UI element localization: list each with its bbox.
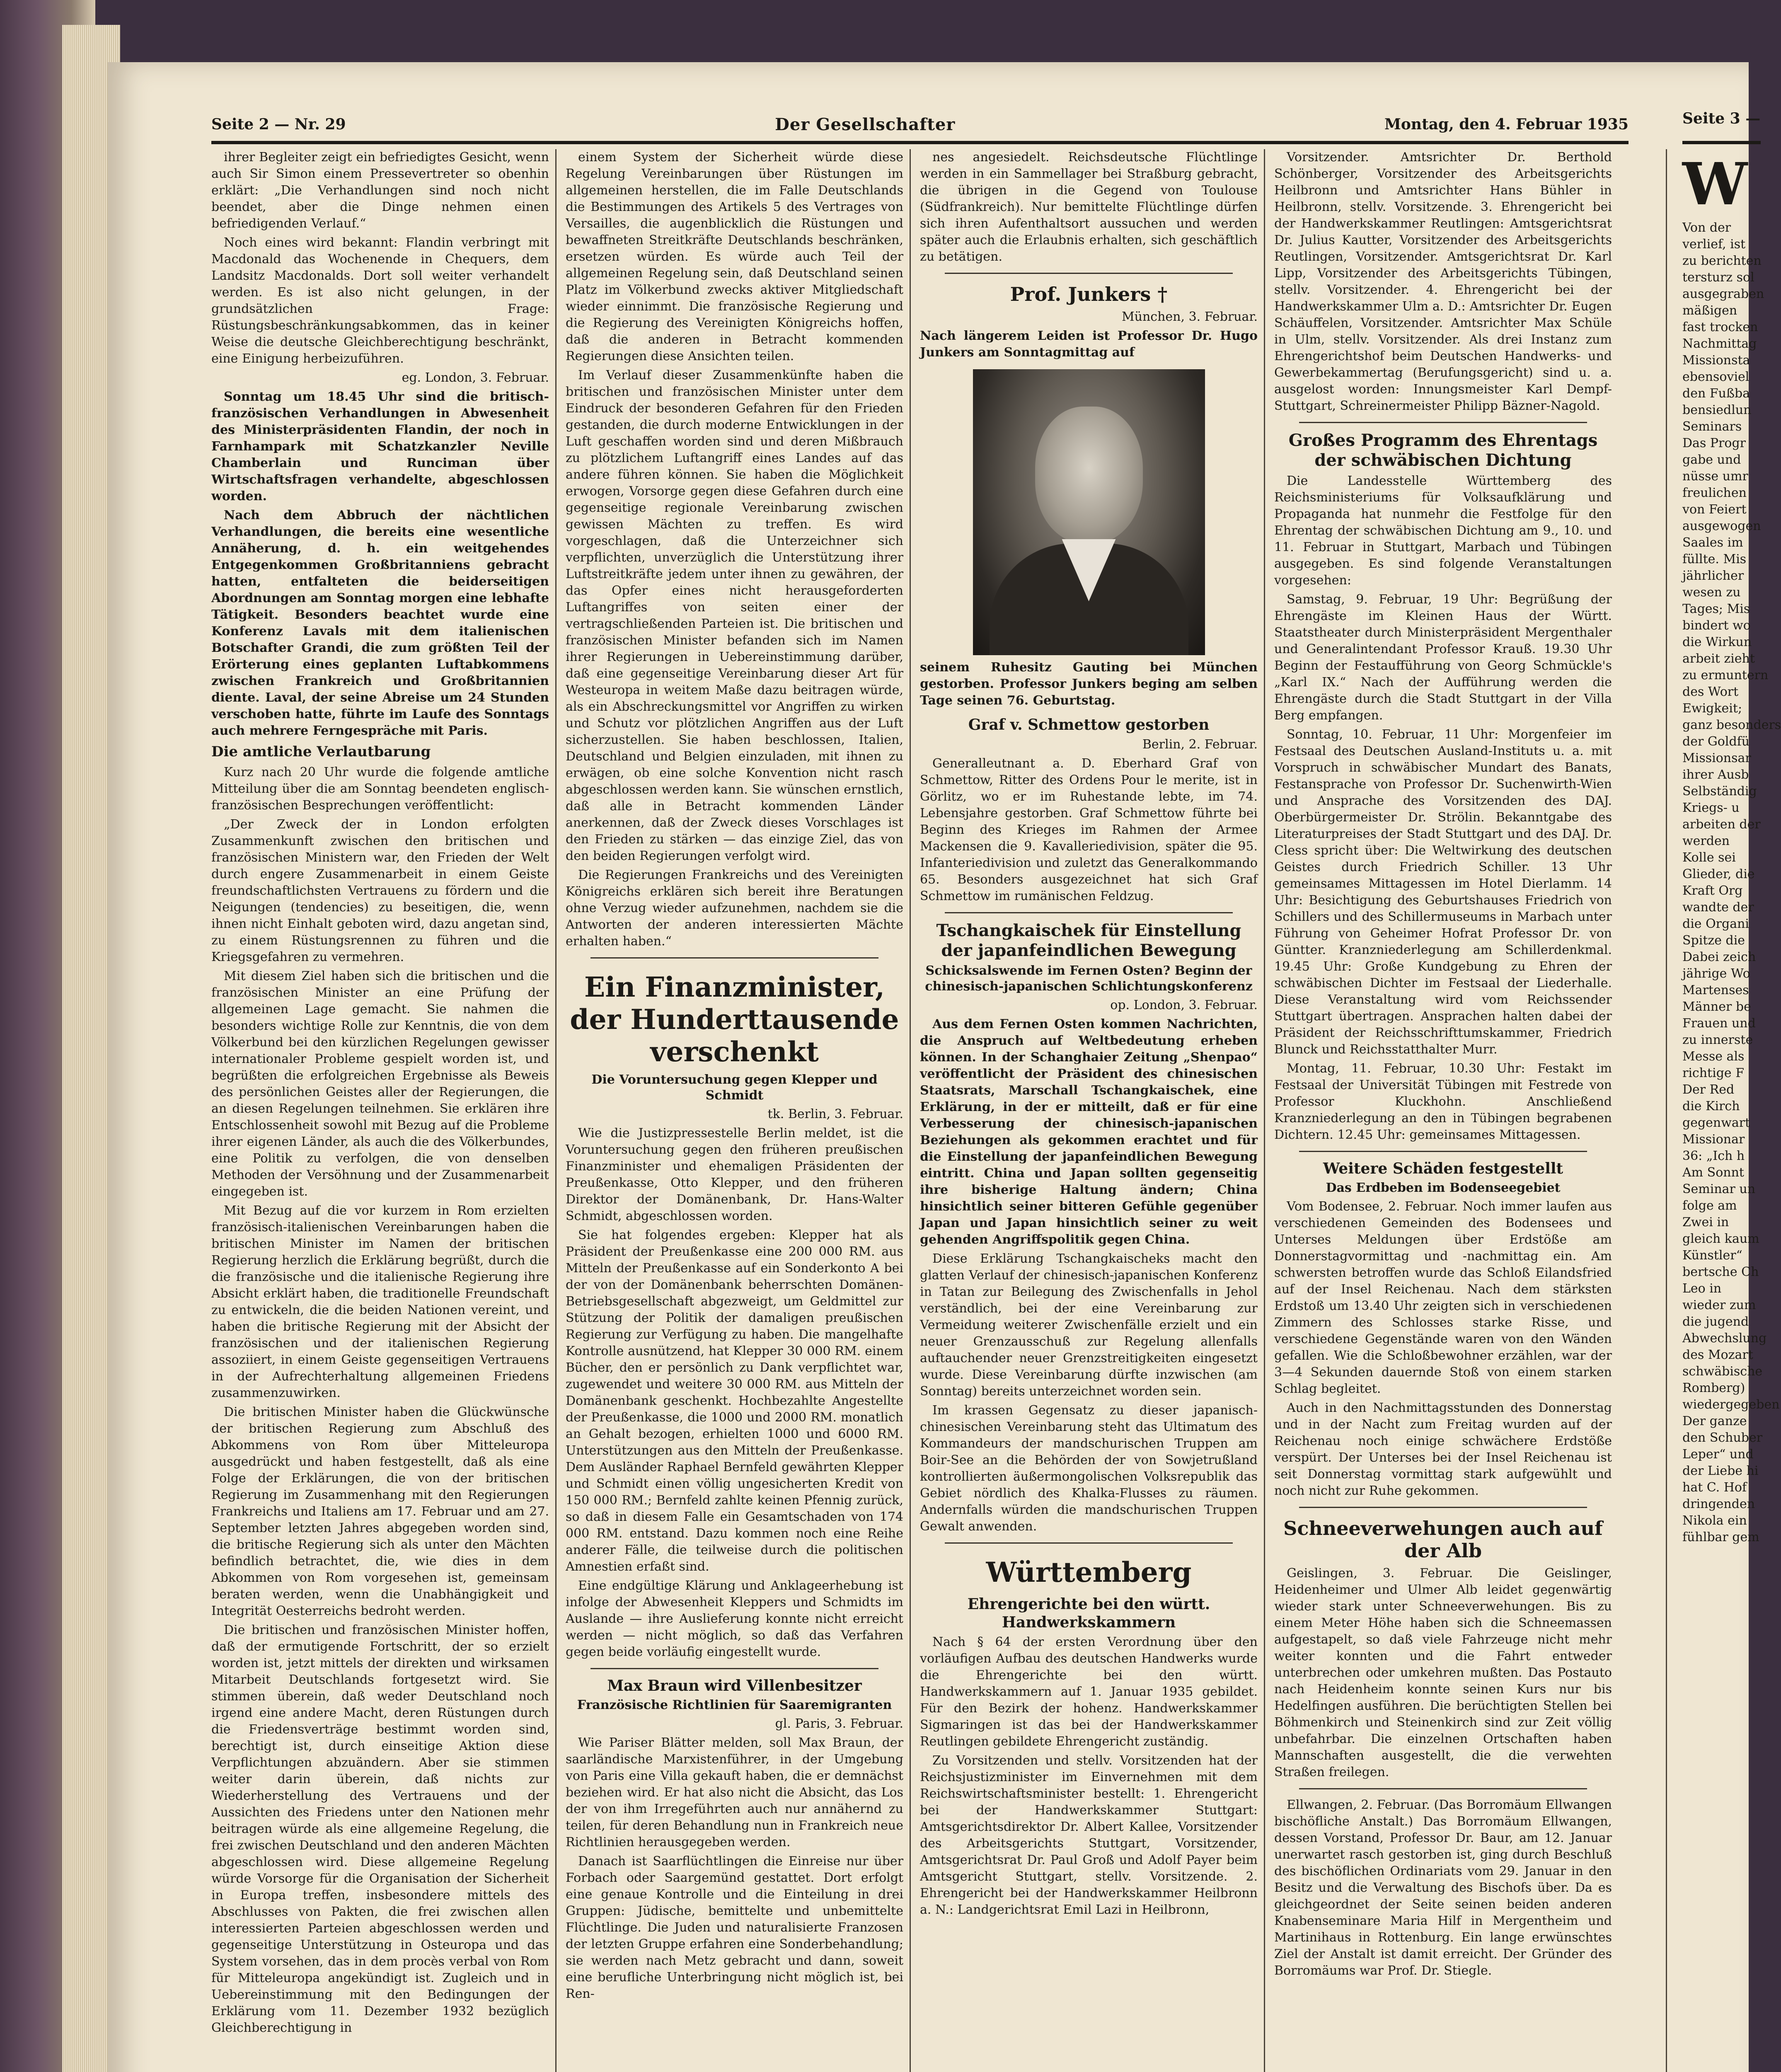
next-page-line: Selbständig (1682, 784, 1757, 799)
next-page-line: fast trocken (1682, 320, 1758, 334)
headline-tschangkaischek: Tschangkaischek für Einstellung der japanfeindlichen Bewegung (936, 921, 1241, 960)
portrait-face (1035, 407, 1143, 543)
dateline: München, 3. Februar. (1121, 310, 1258, 324)
next-page-line: bertsche Ch (1682, 1265, 1759, 1279)
headline-finance-minister: Ein Finanzminister, der Hunderttausende verschenkt (570, 971, 899, 1068)
paragraph: Geislingen, 3. Februar. Die Geislinger, Heidenheimer und Ulmer Alb leidet gegenwärtig wieder stark unter Schneeverwehungen. Bis zu einem Meter Höhe haben sich die Schneemassen aufgestapelt, so daß viele Fahrzeuge nicht mehr weiter konnten und die Fahrt entweder unterbrechen oder umkehren mußten. Das Postauto nach Heidenheim konnte seinen Kurs nur bis Hedelfingen ausführen. Die berüchtigten Stellen bei Böhmenkirch und Steinenkirch sind zur Zeit völlig unbefahrbar. Die einzelnen Ortschaften haben Mannschaften ausgestellt, die die verwehten Straßen freilegen. (1274, 1566, 1612, 1779)
next-page-line: der Liebe hi (1682, 1464, 1759, 1478)
paragraph: Die Landesstelle Württemberg des Reichsministeriums für Volksaufklärung und Propaganda hat nunmehr die Festfolge für den Ehrentag der schwäbischen Dichtung am 9., 10. und 11. Februar in Stuttgart, Marbach und Tübingen ausgegeben. Es sind folgende Veranstaltungen vorgesehen: (1274, 474, 1612, 588)
next-page-line: Männer be (1682, 1000, 1751, 1014)
paragraph: Im krassen Gegensatz zu dieser japanisch-chinesischen Vereinbarung steht das Ultimatum des Kommandeurs der mandschurischen Truppen am Boir-See an die Behörden der von Sowjetrußland kontrollierten äußermongolischen Volksrepublik das Gebiet nördlich des Khalka-Flusses zu räumen. Andernfalls würden die mandschurischen Truppen Gewalt anwenden. (920, 1403, 1258, 1534)
separator (945, 273, 1233, 274)
paragraph: Aus dem Fernen Osten kommen Nachrichten, die Anspruch auf Weltbedeutung erheben können. In der Schanghaier Zeitung „Shenpao“ veröffentlicht der Präsident des chinesischen Staatsrats, Marschall Tschangkaischek, eine Erklärung, in der er mitteilt, daß er für eine Verbesserung der chinesisch-japanischen Beziehungen als gekommen erachtet und für die Einstellung der japanfeindlichen Bewegung eintritt. China und Japan sollten gegenseitig ihre bisherige Haltung ändern; China hinsichtlich seiner bitteren Gefühle gegenüber Japan und Japan hinsichtlich seiner zu weit gehenden Angriffspolitik gegen China. (920, 1017, 1258, 1247)
next-page-line: fühlbar gem (1682, 1530, 1759, 1544)
next-page-line: zu ermuntern (1682, 668, 1769, 683)
subheadline: Das Erdbeben im Bodenseegebiet (1326, 1181, 1561, 1195)
next-page-line: richtige F (1682, 1066, 1745, 1080)
subheadline: Die Voruntersuchung gegen Klepper und Schmidt (591, 1072, 878, 1103)
next-page-line: Glieder, die (1682, 867, 1755, 881)
paragraph: Danach ist Saarflüchtlingen die Einreise nur über Forbach oder Saargemünd gestattet. Dort erfolgt eine genaue Kontrolle und die Einteilung in drei Gruppen: Jüdische, bemittelte und unbemittelte Flüchtlinge. Die Juden und naturalisierte Franzosen der letzten Gruppe erfahren eine Sonderbehandlung; sie werden nach Metz gebracht und dann, soweit eine berufliche Unterbringung nicht möglich ist, bei Ren- (566, 1854, 903, 2001)
dateline: gl. Paris, 3. Februar. (775, 1716, 903, 1731)
paragraph: Die britischen und französischen Minister hoffen, daß der ermutigende Fortschritt, der so erzielt worden ist, jetzt mittels der direkten und wirksamen Mitarbeit Deutschlands fortgesetzt wird. Sie stimmen überein, daß weder Deutschland noch irgend eine andere Macht, deren Rüstungen durch die Friedensverträge bestimmt worden sind, berechtigt ist, durch einseitige Aktion diese Verpflichtungen abzuändern. Aber sie stimmen weiter darin überein, daß nichts zur Wiederherstellung des Vertrauens und der Aussichten des Friedens unter den Nationen mehr beitragen würde als eine allgemeine Regelung, die frei zwischen Deutschland und den anderen Mächten abgeschlossen wird. Diese allgemeine Regelung würde Vorsorge für die Organisation der Sicherheit in Europa treffen, insbesondere mittels des Abschlusses von Pakten, die frei zwischen allen interessierten Parteien abgeschlossen werden und gegenseitige Unterstützung in Osteuropa und das System vorsehen, das in dem procès verbal von Rom für Mitteleuropa angekündigt ist. Zugleich und in Uebereinstimmung mit den Bedingungen der Erklärung vom 11. Dezember 1932 bezüglich Gleichberechtigung in (211, 1623, 549, 2035)
next-page-line: bindert wo (1682, 618, 1751, 633)
headline-ehrengerichte: Ehrengerichte bei den württ. Handwerkskammern (967, 1595, 1210, 1631)
subheadline: Französische Richtlinien für Saaremigranten (577, 1698, 892, 1712)
next-page-line: verlief, ist (1682, 237, 1746, 252)
next-page-line: die Kirch (1682, 1099, 1740, 1113)
paragraph: Kurz nach 20 Uhr wurde die folgende amtliche Mitteilung über die am Sonntag beendeten englisch-französischen Besprechungen veröffentlicht: (211, 765, 549, 813)
next-page-line: wandte der (1682, 900, 1754, 915)
headline-erdbeben: Weitere Schäden festgestellt (1323, 1160, 1563, 1177)
next-page-line: zu innerste (1682, 1033, 1753, 1047)
next-page-line: dringenden (1682, 1497, 1755, 1511)
next-page-line: Missionsta (1682, 353, 1750, 368)
paragraph: Eine endgültige Klärung und Anklageerhebung ist infolge der Abwesenheit Kleppers und Schmidts im Auslande — ihre Auslieferung konnte nicht erreicht werden — nicht möglich, so daß das Verfahren gegen beide vorläufig eingestellt wurde. (566, 1578, 903, 1659)
newspaper-title: Der Gesellschafter (775, 114, 956, 134)
next-page-line: Zwei in (1682, 1215, 1729, 1230)
next-page-line: Dabei zeich (1682, 950, 1756, 964)
paragraph: Sonntag, 10. Februar, 11 Uhr: Morgenfeier im Festsaal des Deutschen Ausland-Instituts u. a. mit Vorspruch in schwäbischer Mundart des Banats, Festansprache von Professor Dr. Suchenwirth-Wien und Ansprache des Vorsitzenden des DAJ. Oberbürgermeister Dr. Strölin. Bekanntgabe des Literaturpreises der Stadt Stuttgart und des DAJ. Dr. Cless spricht über: Die Weltwirkung des deutschen Geistes durch Friedrich Schiller. 13 Uhr gemeinsames Mittagessen im Hotel Dierlamm. 14 Uhr: Besichtigung des Geburtshauses Friedrich von Schillers und des Schillermuseums in Marbach unter Führung von Geheimer Hofrat Professor Dr. von Güntter. Kranzniederlegung am Schillerdenkmal. 19.45 Uhr: Große Kundgebung zu Ehren der schwäbischen Dichter im Festsaal der Liederhalle. Diese Veranstaltung wird vom Reichssender Stuttgart übertragen. Ansprachen halten dabei der Präsident der Reichsschrifttumskammer, Friedrich Blunck und Reichsstatthalter Murr. (1274, 727, 1612, 1057)
next-page-line: hat C. Hof (1682, 1480, 1747, 1495)
paragraph: Die Regierungen Frankreichs und des Vereinigten Königreichs erklären sich bereit ihre Beratungen ohne Verzug wieder aufzunehmen, nachdem sie die Antworten der anderen interessierten Mächte erhalten haben.“ (566, 868, 903, 949)
next-page-line: bensiedlun (1682, 403, 1752, 417)
paragraph: Wie Pariser Blätter melden, soll Max Braun, der saarländische Marxistenführer, in der Umgebung von Paris eine Villa gekauft haben, die er demnächst beziehen wird. Er hat also nicht die Absicht, das Los der von ihm Irregeführten auch nur annähernd zu teilen, für deren Behandlung nun in Frankreich neue Richtlinien herausgegeben werden. (566, 1736, 903, 1849)
column-rule (910, 149, 911, 2072)
next-page-rule (1682, 141, 1761, 144)
separator (590, 957, 878, 959)
next-page-line: Seminars (1682, 419, 1742, 434)
next-page-line: wiedergegeben (1682, 1397, 1780, 1412)
next-page-line: Der Red (1682, 1082, 1735, 1097)
next-page-line: die Wirkun (1682, 635, 1752, 649)
paragraph: Mit diesem Ziel haben sich die britischen und die französischen Minister an eine Prüfung der allgemeinen Lage gemacht. Sie nahmen die besonders wichtige Rolle zur Kenntnis, die von dem Völkerbund bei den kürzlichen Regelungen gewisser internationaler Probleme gespielt worden ist, und begrüßten die erfolgreichen Ergebnisse als Beweis des persönlichen Geistes aller der Regierungen, die an diesen Regelungen teilnehmen. Sie erklären ihre Entschlossenheit sowohl mit Bezug auf die Probleme ihrer eigenen Länder, als auch die des Völkerbundes, eine Politik zu verfolgen, die von denselben Methoden der Versöhnung und der Zusammenarbeit eingegeben ist. (211, 969, 549, 1199)
next-page-line: ganz besonders (1682, 718, 1781, 732)
next-page-line: die Organi (1682, 917, 1750, 931)
next-page-line: Abwechslung (1682, 1331, 1767, 1346)
column-4 (1274, 149, 1612, 2072)
next-page-line: Tages; Mis (1682, 602, 1750, 616)
next-page-line: zu berichten (1682, 254, 1762, 268)
next-page-line: Leo in (1682, 1281, 1722, 1296)
next-page-line: Das Progr (1682, 436, 1746, 450)
dateline: Berlin, 2. Februar. (1142, 737, 1258, 752)
next-page-line: 36: „Ich h (1682, 1149, 1745, 1163)
headline-junkers: Prof. Junkers † (1010, 283, 1168, 305)
next-page-line: tersturz sol (1682, 270, 1754, 285)
next-page-column (1682, 149, 1781, 2072)
next-page-line: die jugend (1682, 1314, 1749, 1329)
portrait-photo (973, 369, 1205, 655)
paragraph: Vorsitzender. Amtsrichter Dr. Berthold Schönberger, Vorsitzender des Arbeitsgerichts Heilbronn und Amtsrichter Hans Bühler in Heilbronn, stellv. Vorsitzende. 3. Ehrengericht bei der Handwerkskammer Reutlingen: Amtsgerichtsrat Dr. Julius Kautter, Vorsitzender des Arbeitsgerichts Reutlingen, Vorsitzender. Amtsgerichtsrat Dr. Karl Lipp, Vorsitzender des Arbeitsgerichts Tübingen, stellv. Vorsitzender. 4. Ehrengericht bei der Handwerkskammer Ulm a. D.: Amtsrichter Dr. Eugen Schäuffelen, Vorsitzender. Amtsrichter Max Schüle in Ulm, stellv. Vorsitzender. Als drei Instanz zum Ehrengerichtshof beim Deutschen Handwerks- und Gewerbekammertag (Berufungsgericht) sind u. a. ausgelost worden: Innungsmeister Karl Dempf-Stuttgart, Schreinermeister Philipp Bäzner-Nagold. (1274, 150, 1612, 413)
paragraph: nes angesiedelt. Reichsdeutsche Flüchtlinge werden in ein Sammellager bei Straßburg gebracht, die übrigen in die Gegend von Toulouse (Südfrankreich). Nur bemittelte Flüchtlinge dürfen sich ihren Aufenthaltsort aussuchen und werden später auch die Erlaubnis erhalten, sich geschäftlich zu betätigen. (920, 150, 1258, 264)
next-page-line: Kriegs- u (1682, 801, 1740, 815)
next-page-line: von Feiert (1682, 502, 1747, 517)
paragraph: Samstag, 9. Februar, 19 Uhr: Begrüßung der Ehrengäste im Kleinen Haus der Württ. Staatstheater durch Ministerpräsident Mergenthaler und Generalintendant Professor Krauß. 19.30 Uhr Beginn der Festaufführung von Georg Schmückle's „Karl IX.“ Nach der Aufführung werden die Ehrengäste durch die Stadt Stuttgart in der Villa Berg empfangen. (1274, 592, 1612, 723)
drop-letter: W (1682, 150, 1748, 218)
headline-ehrentag: Großes Programm des Ehrentags der schwäbischen Dichtung (1288, 431, 1598, 470)
column-1 (211, 149, 549, 2072)
paragraph: Ellwangen, 2. Februar. (Das Borromäum Ellwangen bischöfliche Anstalt.) Das Borromäum Ellwangen, dessen Vorstand, Professor Dr. Baur, am 12. Januar unerwartet rasch gestorben ist, ging durch Beschluß des bischöflichen Ordinariats vom 29. Januar in den Besitz und die Verwaltung des Bischofs über. Da es gleichgeordnet der Seite seinen beiden anderen Knabenseminare Maria Hilf in Mergentheim und Martinihaus in Rottenburg. Ein lange erwünschtes Ziel der Anstalt ist damit erreicht. Der Gründer des Borromäums war Prof. Dr. Stiegle. (1274, 1798, 1612, 1978)
next-page-line: arbeit zieht (1682, 651, 1755, 666)
next-page-line: gegenwart (1682, 1116, 1750, 1130)
next-page-line: Nikola ein (1682, 1513, 1747, 1528)
dateline: tk. Berlin, 3. Februar. (767, 1107, 903, 1121)
next-page-line: Seminar un (1682, 1182, 1756, 1196)
next-page-line: nüsse umr (1682, 469, 1748, 484)
paragraph: Vom Bodensee, 2. Februar. Noch immer laufen aus verschiedenen Gemeinden des Bodensees und Unterses Meldungen über Erdstöße am Donnerstagvormittag und -nachmittag ein. Am schwersten betroffen wurde das Schloß Eilandsfried auf der Insel Reichenau. Nach dem stärksten Erdstoß um 13.40 Uhr zeigten sich in verschiedenen Zimmern des Schlosses starke Risse, und verschiedene Gegenstände waren von den Wänden gefallen. Wie die Schloßbewohner erzählen, war der 3—4 Sekunden dauernde Stoß von einem starken Schlag begleitet. (1274, 1199, 1612, 1396)
next-page-line: den Fußba (1682, 386, 1750, 401)
paragraph: Auch in den Nachmittagsstunden des Donnerstag und in der Nacht zum Freitag wurden auf der Reichenau noch einige schwächere Erdstöße verspürt. Der Unterses bei der Insel Reichenau ist seit Donnerstag vormittag stark aufgewühlt und noch nicht zur Ruhe gekommen. (1274, 1401, 1612, 1498)
next-page-line: Spitze die (1682, 933, 1745, 948)
paragraph: Generalleutnant a. D. Eberhard Graf von Schmettow, Ritter des Ordens Pour le merite, ist in Görlitz, wo er im Ruhestande lebte, im 74. Lebensjahre gestorben. Graf Schmettow führte bei Beginn des Krieges im Rahmen der Armee Mackensen die 9. Kavalleriedivision, später die 95. Infanteriedivision und zuletzt das Generalkommando 65. Besonders ausgezeichnet hat sich Graf Schmettow im rumänischen Feldzug. (920, 756, 1258, 903)
column-2 (566, 149, 903, 2072)
next-page-line: Missionsar (1682, 751, 1751, 765)
section-heading-wuerttemberg: Württemberg (986, 1556, 1192, 1588)
next-page-line: ihrer Ausb (1682, 767, 1749, 782)
next-page-line: des Mozart (1682, 1348, 1753, 1362)
next-page-line: jährlicher (1682, 569, 1744, 583)
next-page-line: der Goldfü (1682, 734, 1750, 749)
lead-text: Nach längerem Leiden ist Professor Dr. Hugo Junkers am Sonntagmittag auf (920, 329, 1258, 360)
photo-caption: seinem Ruhesitz Gauting bei München gestorben. Professor Junkers beging am selben Tage seinen 76. Geburtstag. (920, 660, 1258, 708)
separator (945, 912, 1233, 913)
next-page-line: Leper“ und (1682, 1447, 1754, 1462)
next-page-line: Künstler“ (1682, 1248, 1742, 1263)
paragraph: Die britischen Minister haben die Glückwünsche der britischen Regierung zum Abschluß des Abkommens von Rom über Mitteleuropa ausgedrückt und haben festgestellt, daß als eine Folge der Erklärungen, die von der britischen Regierung im Zusammenhang mit den Regierungen Frankreichs und Italiens am 17. Februar und am 27. September letzten Jahres abgegeben worden sind, die britische Regierung sich als unter den Mächten befindlich betrachtet, die, wie dies in dem Abkommen von Rom vorgesehen ist, gemeinsam beraten werden, wenn die Unabhängigkeit und Integrität Oesterreichs bedroht werden. (211, 1405, 549, 1618)
dateline: eg. London, 3. Februar. (402, 370, 549, 385)
headline-schmettow: Graf v. Schmettow gestorben (968, 716, 1210, 733)
separator (1299, 422, 1587, 423)
masthead (211, 110, 1629, 139)
next-page-line: freulichen (1682, 486, 1747, 500)
paragraph: Nach § 64 der ersten Verordnung über den vorläufigen Aufbau des deutschen Handwerks wurde die Ehrengerichte bei den württ. Handwerkskammern auf 1. Januar 1935 gebildet. Für den Bezirk der hohenz. Handwerkskammer Sigmaringen ist das bei der Handwerkskammer Reutlingen gebildete Ehrengericht zuständig. (920, 1635, 1258, 1749)
next-page-line: Frauen und (1682, 1016, 1756, 1031)
paragraph: Montag, 11. Februar, 10.30 Uhr: Festakt im Festsaal der Universität Tübingen mit Festrede von Professor Kluckhohn. Anschließend Kranzniederlegung an den in Tübingen begrabenen Dichtern. 12.45 Uhr: gemeinsames Mittagessen. (1274, 1061, 1612, 1142)
masthead-rule (211, 141, 1629, 144)
next-page-line: ausgegraben (1682, 287, 1764, 301)
next-page-line: Am Sonnt (1682, 1165, 1744, 1180)
next-page-line: werden (1682, 834, 1730, 848)
paragraph: Sonntag um 18.45 Uhr sind die britisch-französischen Verhandlungen in Abwesenheit des Ministerpräsidenten Flandin, der noch in Farnhampark mit Schatzkanzler Neville Chamberlain und Runciman über Wirtschaftsfragen verhandelte, abgeschlossen worden. (211, 390, 549, 503)
next-page-line: füllte. Mis (1682, 552, 1747, 566)
next-page-line: Von der (1682, 220, 1731, 235)
next-page-line: wieder zum (1682, 1298, 1756, 1312)
paragraph: Noch eines wird bekannt: Flandin verbringt mit Macdonald das Wochenende in Chequers, dem Landsitz Macdonalds. Dort soll weiter verhandelt werden. Es ist also nicht gelungen, in der grundsätzlichen Frage: Rüstungsbeschränkungsabkommen, das in keiner Weise die deutsche Gleichberechtigung beschränkt, eine Einigung herbeizuführen. (211, 235, 549, 366)
next-page-number: Seite 3 — (1682, 110, 1761, 127)
next-page-line: gabe und (1682, 453, 1741, 467)
next-page-line: Nachmittag (1682, 336, 1757, 351)
separator (1299, 1507, 1587, 1508)
next-page-line: Martenses (1682, 983, 1749, 997)
next-page-line: arbeiten der (1682, 817, 1761, 832)
separator (1299, 1788, 1587, 1789)
next-page-line: ebensoviel (1682, 370, 1750, 384)
column-3 (920, 149, 1258, 2072)
next-page-line: Kraft Org (1682, 884, 1743, 898)
page-gutter-rule (1666, 149, 1667, 2072)
paragraph: ihrer Begleiter zeigt ein befriedigtes Gesicht, wenn auch Sir Simon einem Pressevertreter so obenhin erklärt: „Die Verhandlungen sind noch nicht beendet, aber die Dinge nehmen einen befriedigenden Verlauf.“ (211, 150, 549, 231)
next-page-line: Romberg) (1682, 1381, 1745, 1395)
next-page-line: den Schuber (1682, 1431, 1763, 1445)
paragraph: „Der Zweck der in London erfolgten Zusammenkunft zwischen den britischen und französischen Ministern war, den Frieden der Welt durch engere Zusammenarbeit in einem Geiste freundschaftlichsten Vertrauens zu fördern und die Neigungen (tendencies) zu beseitigen, die, wenn ihnen nicht Einhalt geboten wird, dazu angetan sind, zu einem Rüstungsrennen zu führen und die Kriegsgefahren zu vermehren. (211, 817, 549, 964)
paragraph: Mit Bezug auf die vor kurzem in Rom erzielten französisch-italienischen Vereinbarungen haben die britischen Minister im Namen der britischen Regierung herzlich die Erklärung begrüßt, durch die die französische und die italienische Regierung ihre Absicht erklärt haben, die traditionelle Freundschaft zu entwickeln, die die beiden Nationen vereint, und haben die britische Regierung mit der Absicht der französischen und der italienischen Regierung assoziiert, in einem Geiste gegenseitigen Vertrauens in der Aufrechterhaltung allgemeinen Friedens zusammenzuwirken. (211, 1203, 549, 1400)
column-rule (1264, 149, 1265, 2072)
next-page-lines (1682, 220, 1781, 1546)
next-page-line: jährige Wo (1682, 966, 1750, 981)
subheading: Die amtliche Verlautbarung (211, 743, 431, 760)
subheadline: Schicksalswende im Fernen Osten? Beginn der chinesisch-japanischen Schlichtungskonferenz (925, 963, 1253, 994)
next-page-line: gleich kaum (1682, 1232, 1759, 1246)
paragraph: Wie die Justizpressestelle Berlin meldet, ist die Voruntersuchung gegen den früheren preußischen Finanzminister und ehemaligen Präsidenten der Preußenkasse, Otto Klepper, und den früheren Direktor der Domänenbank, Dr. Hans-Walter Schmidt, abgeschlossen worden. (566, 1126, 903, 1223)
headline-max-braun: Max Braun wird Villenbesitzer (607, 1677, 862, 1694)
next-page-line: Missionar (1682, 1132, 1745, 1147)
paragraph: Sie hat folgendes ergeben: Klepper hat als Präsident der Preußenkasse eine 200 000 RM. aus Mitteln der Preußenkasse auf ein Sonderkonto A bei der von der Domänenbank beherrschten Domänen-Betriebsgesellschaft abgezweigt, um Geldmittel zur Stützung der Politik der damaligen preußischen Regierung zur Verfügung zu haben. Die mangelhafte Kontrolle ausnützend, hat Klepper 30 000 RM. einem Bücher, den er persönlich zu Dank verpflichtet war, zugewendet und weitere 30 000 RM. aus Mitteln der Domänenbank geschenkt. Hochbezahlte Angestellte der Preußenkasse, die 1000 und 2000 RM. monatlich an Gehalt bezogen, erhielten 1000 und 6000 RM. Unterstützungen aus den Mitteln der Preußenkasse. Dem Ausländer Raphael Bernfeld gewährten Klepper und Schmidt einen völlig ungesicherten Kredit von 150 000 RM.; Bernfeld zahlte keinen Pfennig zurück, so daß in diesem Falle ein Gesamtschaden von 174 000 RM. entstand. Dazu kommen noch eine Reihe anderer Fälle, die teilweise durch die politischen Amnestien erfaßt sind. (566, 1228, 903, 1574)
separator (1299, 1151, 1587, 1152)
next-page-line: Ewigkeit; (1682, 701, 1742, 716)
next-page-line: wesen zu (1682, 585, 1741, 600)
paragraph: Nach dem Abbruch der nächtlichen Verhandlungen, die bereits eine wesentliche Annäherung, d. h. ein weitgehendes Entgegenkommen Großbritanniens gebracht hatten, entfalteten die beiderseitigen Abordnungen am Sonntag morgen eine lebhafte Tätigkeit. Besonders beachtet wurde eine Konferenz Lavals mit dem italienischen Botschafter Grandi, die zum größten Teil der Erörterung eines geplanten Luftabkommens zwischen Frankreich und Großbritannien diente. Laval, der seine Abreise um 24 Stunden verschoben hatte, führte im Laufe des Sonntags auch mehrere Ferngespräche mit Paris. (211, 508, 549, 738)
separator (590, 1668, 878, 1669)
separator (945, 1542, 1233, 1544)
next-page-line: Saales im (1682, 535, 1743, 550)
dateline: op. London, 3. Februar. (1110, 998, 1258, 1012)
column-rule (555, 149, 557, 2072)
issue-date: Montag, den 4. Februar 1935 (1384, 116, 1629, 133)
paragraph: Diese Erklärung Tschangkaischeks macht den glatten Verlauf der chinesisch-japanischen Konferenz in Tatan zur Beilegung des Zwischenfalls in Jehol verständlich, bei der eine Vereinbarung zur Vermeidung weiterer Zwischenfälle erzielt und ein neuer Grenzausschuß zur Regelung allenfalls auftauchender neuer Grenzstreitigkeiten eingesetzt wurde. Diese Vereinbarung dürfte inzwischen (am Sonntag) bereits unterzeichnet worden sein. (920, 1251, 1258, 1399)
next-page-line: ausgewogen (1682, 519, 1761, 533)
next-page-line: Messe als (1682, 1049, 1745, 1064)
next-page-line: schwäbische (1682, 1364, 1763, 1379)
page-number: Seite 2 — Nr. 29 (211, 116, 346, 133)
next-page-line: des Wort (1682, 685, 1739, 699)
next-page-line: mäßigen (1682, 303, 1737, 318)
paragraph: Im Verlauf dieser Zusammenkünfte haben die britischen und französischen Minister unter dem Eindruck der besonderen Gefahren für den Frieden gestanden, die durch moderne Entwicklungen in der Luft geschaffen worden sind und deren Mißbrauch zu plötzlichem Luftangriff eines Landes auf das andere führen können. Sie haben die Möglichkeit erwogen, Vorsorge gegen diese Gefahren durch eine gegenseitige regionale Vereinbarung zwischen gewissen Mächten zu treffen. Es wird vorgeschlagen, daß die Unterzeichner sich verpflichten, unverzüglich die Unterstützung ihrer Luftstreitkräfte jedem unter ihnen zu gewähren, der das Opfer eines nicht herausgeforderten Luftangriffes von seiten einer der vertragschließenden Parteien ist. Die britischen und französischen Minister befanden sich im Namen ihrer Regierungen in Uebereinstimmung darüber, daß eine gegenseitige Vereinbarung dieser Art für Westeuropa in weitem Maße dazu beitragen würde, als ein Abschreckungsmittel vor Angriffen zu wirken und Schutz vor plötzlichen Angriffen aus der Luft sicherzustellen. Sie haben beschlossen, Italien, Deutschland und Belgien einzuladen, mit ihnen zu erwägen, ob eine solche Konvention nicht rasch abgeschlossen werden kann. Sie wünschen ernstlich, daß alle in Betracht kommenden Länder anerkennen, daß der Zweck dieses Vorschlages ist den Frieden zu stärken — das einzige Ziel, das von den beiden Regierungen verfolgt wird. (566, 368, 903, 863)
paragraph: Zu Vorsitzenden und stellv. Vorsitzenden hat der Reichsjustizminister im Einvernehmen mit dem Reichswirtschaftsminister bestellt: 1. Ehrengericht bei der Handwerkskammer Stuttgart: Amtsgerichtsdirektor Dr. Albert Kallee, Vorsitzender des Arbeitsgerichts Stuttgart, Vorsitzender, Amtsgerichtsrat Dr. Paul Groß und Adolf Payer beim Amtsgericht Stuttgart, stellv. Vorsitzende. 2. Ehrengericht bei der Handwerkskammer Heilbronn a. N.: Landgerichtsrat Emil Lazi in Heilbronn, (920, 1753, 1258, 1917)
next-page-line: Der ganze (1682, 1414, 1747, 1428)
paragraph: einem System der Sicherheit würde diese Regelung Vereinbarungen über Rüstungen im allgemeinen herstellen, die im Falle Deutschlands die Bestimmungen des Artikels 5 des Vertrages von Versailles, die augenblicklich die Rüstungen und bewaffneten Streitkräfte Deutschlands beschränken, ersetzen würden. Es würde auch Teil der allgemeinen Regelung sein, daß Deutschland seinen Platz im Völkerbund zwecks aktiver Mitgliedschaft wieder einnimmt. Die französische Regierung und die Regierung des Vereinigten Königreichs hoffen, daß die anderen in Betracht kommenden Regierungen diese Ansichten teilen. (566, 150, 903, 363)
headline-schneeverwehungen: Schneeverwehungen auch auf der Alb (1283, 1517, 1603, 1562)
next-page-line: Kolle sei (1682, 850, 1736, 865)
next-page-line: folge am (1682, 1198, 1737, 1213)
